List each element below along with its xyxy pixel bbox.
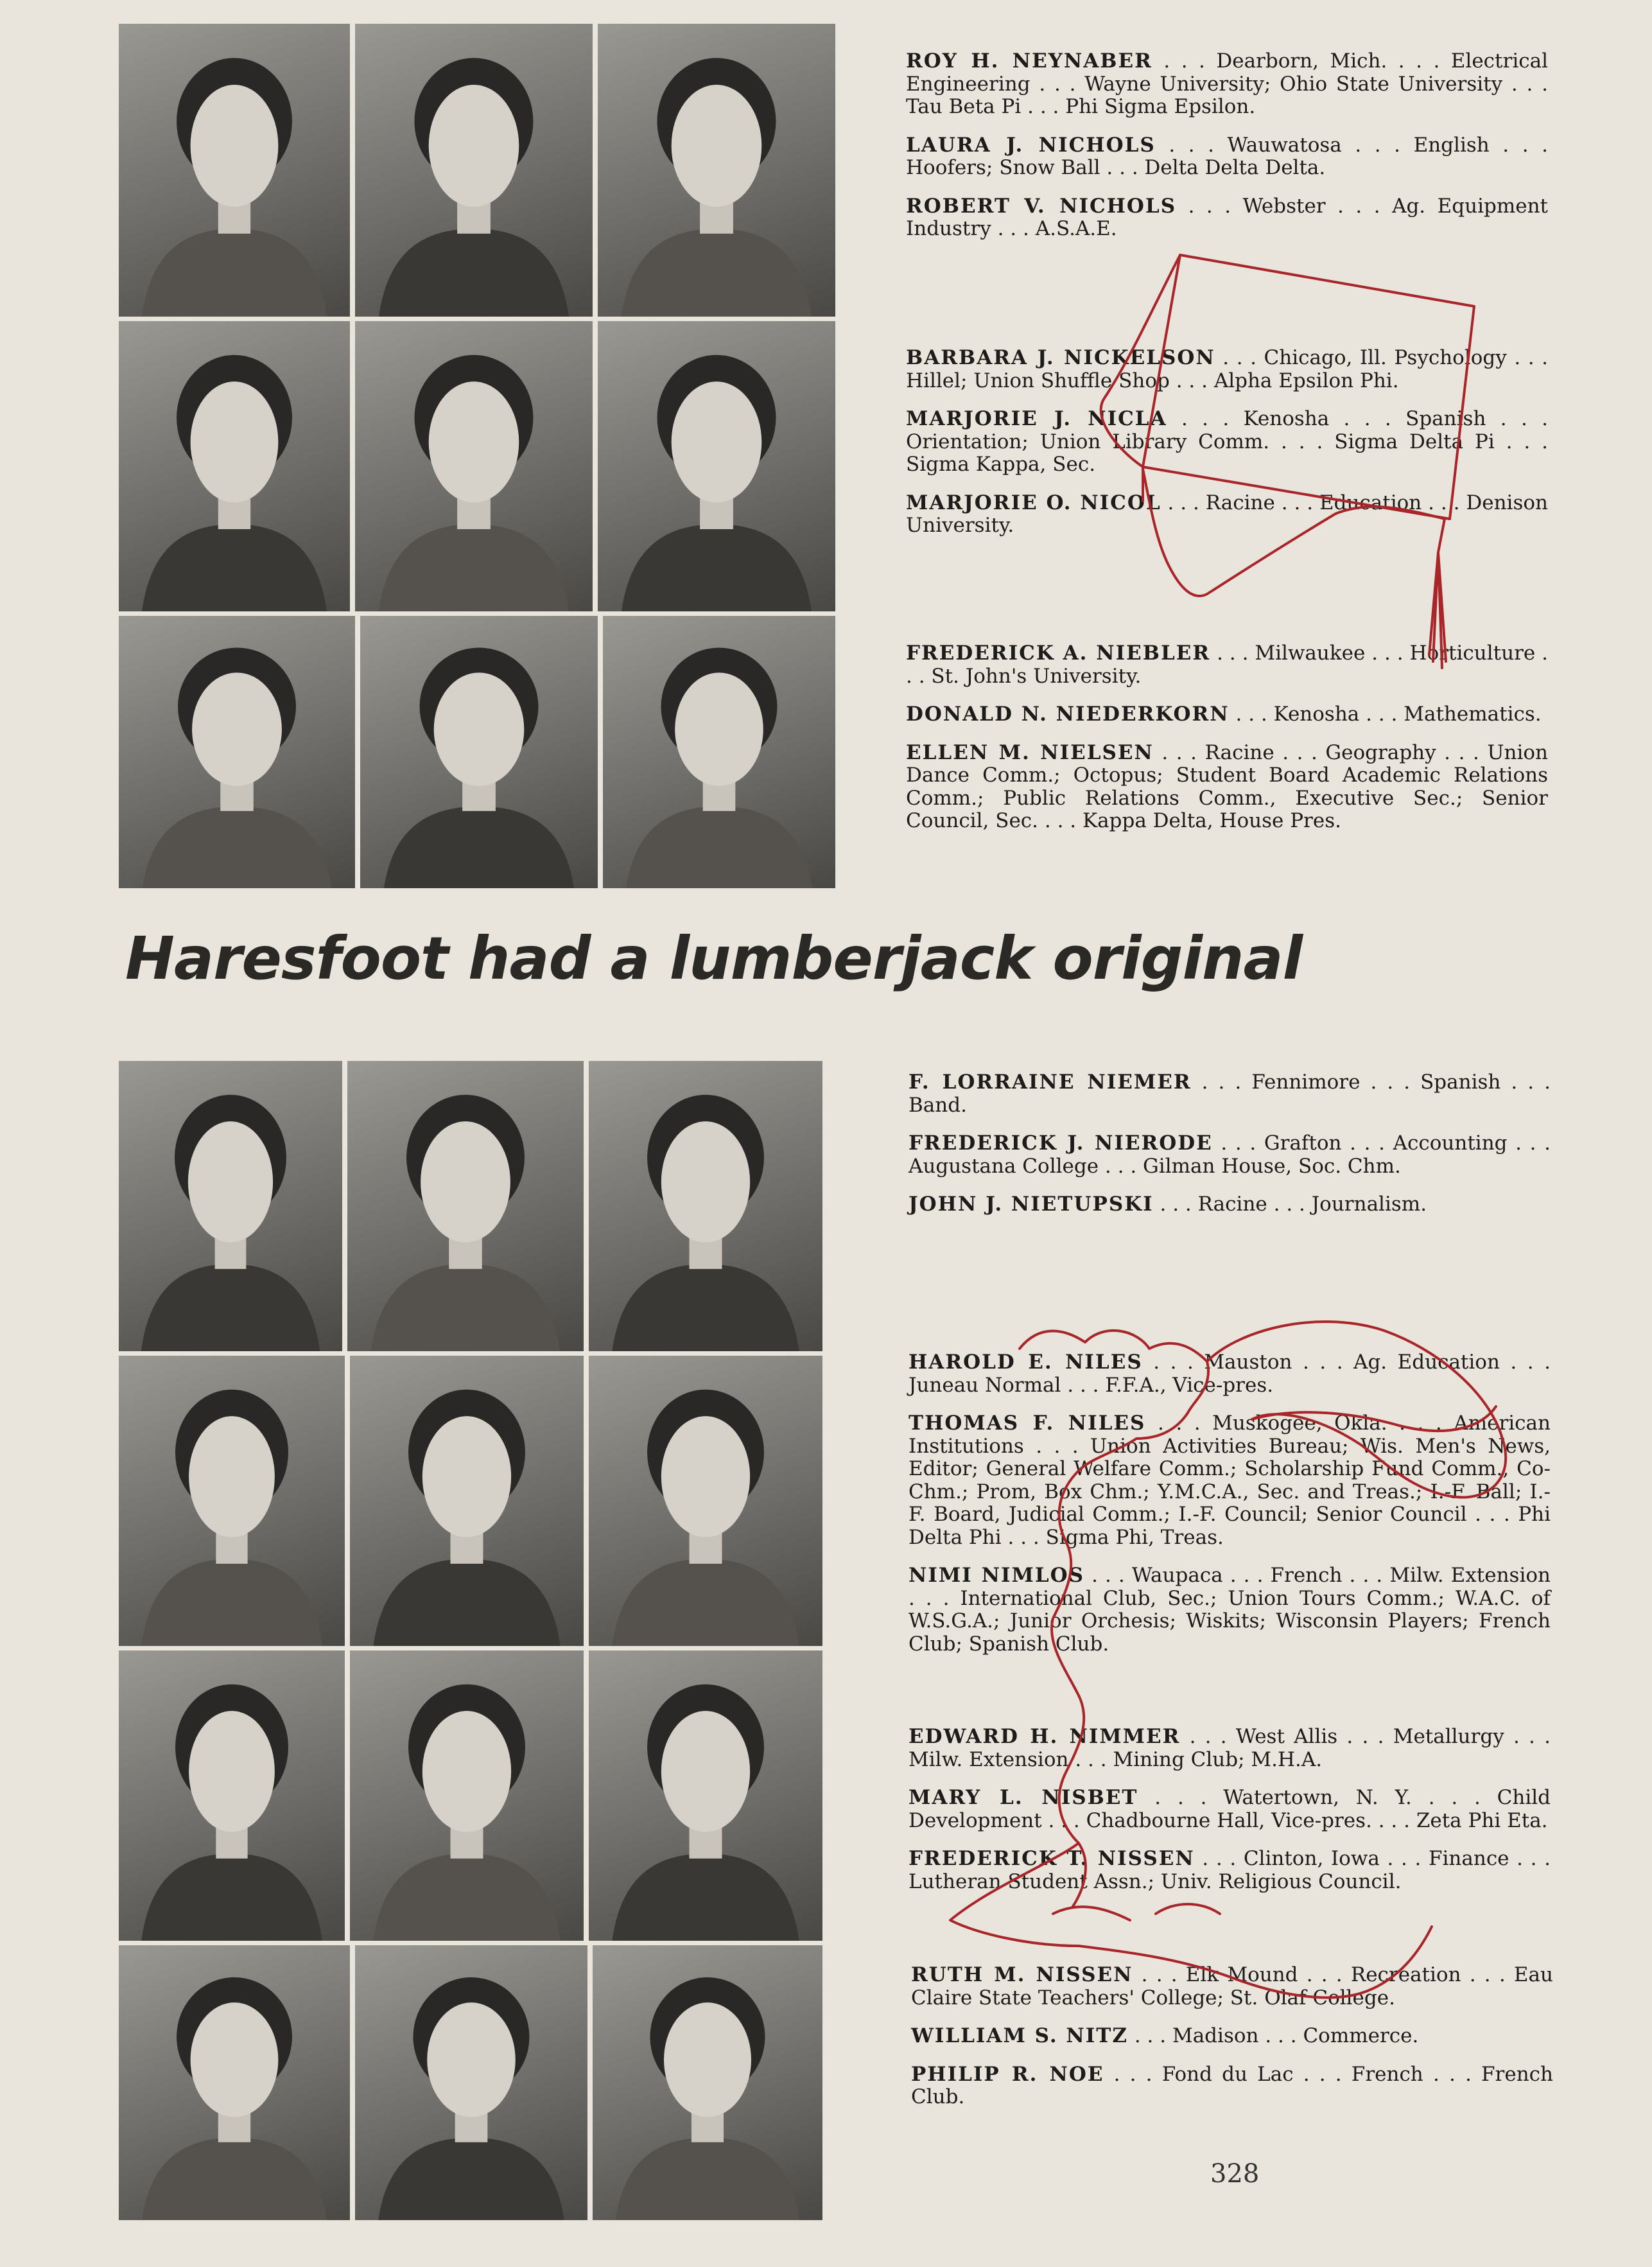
portrait-photo [350,1356,584,1646]
student-name: F. LORRAINE NIEMER [909,1071,1192,1094]
student-name: MARJORIE J. NICLA [906,407,1167,430]
student-name: MARJORIE O. NICOL [906,491,1161,514]
student-entry [906,134,1548,180]
student-details: . . . Racine . . . Geography . . . Union Dance Comm.; Octopus; Student Board Academic Relations Comm.; Public Relations Comm., Executive Sec.; Senior Council, Sec. . . . Kappa Delta, House Pres. [906,740,1548,832]
student-entry [909,1412,1551,1549]
student-details: . . . Mauston . . . Ag. Education . . . Juneau Normal . . . F.F.A., Vice-pres. [909,1351,1551,1397]
portrait-photo [119,321,350,611]
portrait-photo [598,24,835,317]
student-entry [909,1564,1551,1656]
portrait-photo [589,1650,822,1941]
portrait-photo [589,1061,822,1351]
student-details: . . . Watertown, N. Y. . . . Child Development . . . Chadbourne Hall, Vice-pres. . . . Zeta Phi Eta. [909,1786,1551,1832]
text-group-4 [909,1071,1551,1232]
student-entry [909,1351,1551,1397]
student-details: . . . Kenosha . . . Spanish . . . Orientation; Union Library Comm. . . . Sigma Delta Pi . . . Sigma Kappa, Sec. [906,407,1548,476]
student-details: . . . West Allis . . . Metallurgy . . . Milw. Extension . . . Mining Club; M.H.A. [909,1725,1551,1771]
portrait-photo [589,1356,822,1646]
student-entry [909,1848,1551,1893]
student-details: . . . Webster . . . Ag. Equipment Industry . . . A.S.A.E. [906,194,1548,240]
student-details: . . . Muskogee, Okla. . . . American Institutions . . . Union Activities Bureau; Wis. Men's News, Editor; General Welfare Comm.; Scholarship Fund Comm., Co-Chm.; Prom, Box Chm.; Y.M.C.A., Sec. and Treas.; I.-F. Ball; I.-F. Board, Judicial Comm.; I.-F. Council; Senior Council . . . Phi Delta Phi . . . Sigma Phi, Treas. [909,1412,1551,1549]
student-details: . . . Clinton, Iowa . . . Finance . . . Lutheran Student Assn.; Univ. Religious Council. [909,1847,1551,1893]
student-name: ELLEN M. NIELSEN [906,740,1154,764]
student-name: FREDERICK A. NIEBLER [906,642,1211,665]
portrait-photo [119,616,355,888]
student-details: . . . Wauwatosa . . . English . . . Hoofers; Snow Ball . . . Delta Delta Delta. [906,133,1548,179]
student-details: . . . Dearborn, Mich. . . . Electrical Engineering . . . Wayne University; Ohio State University . . . Tau Beta Pi . . . Phi Sigma Epsilon. [906,49,1548,118]
student-name: ROBERT V. NICHOLS [906,194,1177,218]
student-entry [906,703,1548,726]
portrait-photo [598,321,835,611]
student-name: HAROLD E. NILES [909,1351,1143,1374]
student-entry [906,347,1548,392]
student-name: THOMAS F. NILES [909,1412,1146,1435]
portrait-photo [119,24,350,317]
student-details: . . . Waupaca . . . French . . . Milw. Extension . . . International Club, Sec.; Union Tours Comm.; W.A.C. of W.S.G.A.; Junior Orchesis; Wiskits; Wisconsin Players; French Club; Spanish Club. [909,1564,1551,1656]
text-group-1 [906,50,1548,256]
portrait-photo [119,1650,345,1941]
headline: Haresfoot had a lumberjack original [125,924,1303,993]
student-name: BARBARA J. NICKELSON [906,346,1215,369]
top-photo-grid [119,24,838,888]
portrait-photo [603,616,835,888]
text-group-5 [909,1351,1551,1671]
student-name: NIMI NIMLOS [909,1564,1085,1587]
student-details: . . . Grafton . . . Accounting . . . Augustana College . . . Gilman House, Soc. Chm. [909,1132,1551,1178]
student-name: PHILIP R. NOE [911,2062,1104,2086]
text-group-2 [906,347,1548,553]
student-name: ROY H. NEYNABER [906,49,1152,73]
student-entry [906,195,1548,241]
student-entry [909,1193,1551,1216]
student-details: . . . Chicago, Ill. Psychology . . . Hillel; Union Shuffle Shop . . . Alpha Epsilon Phi. [906,346,1548,392]
student-entry [906,408,1548,477]
student-entry [909,1726,1551,1771]
student-entry [911,1964,1553,2009]
portrait-photo [355,321,593,611]
text-group-3 [906,642,1548,848]
portrait-photo [119,1945,350,2220]
student-name: DONALD N. NIEDERKORN [906,703,1230,726]
student-name: WILLIAM S. NITZ [911,2024,1128,2047]
student-name: MARY L. NISBET [909,1786,1138,1809]
student-details: . . . Milwaukee . . . Horticulture . . . St. John's University. [906,642,1548,688]
student-entry [906,492,1548,538]
portrait-photo [347,1061,584,1351]
student-entry [909,1071,1551,1117]
portrait-photo [355,24,593,317]
student-entry [906,642,1548,688]
student-details: . . . Elk Mound . . . Recreation . . . Eau Claire State Teachers' College; St. Olaf College. [911,1963,1553,2009]
text-group-7 [911,1964,1553,2124]
portrait-photo [360,616,598,888]
student-entry [909,1132,1551,1178]
portrait-photo [119,1356,345,1646]
student-entry [909,1787,1551,1832]
student-details: . . . Racine . . . Education . . . Denison University. [906,491,1548,537]
student-name: JOHN J. NIETUPSKI [909,1193,1154,1216]
text-group-6 [909,1726,1551,1909]
student-entry [906,742,1548,833]
student-details: . . . Fond du Lac . . . French . . . French Club. [911,2062,1553,2108]
student-name: FREDERICK J. NIERODE [909,1132,1213,1155]
student-entry [906,50,1548,119]
student-details: . . . Fennimore . . . Spanish . . . Band. [909,1071,1551,1117]
portrait-photo [355,1945,587,2220]
bottom-photo-grid [119,1061,833,2220]
student-entry [911,2025,1553,2048]
portrait-photo [119,1061,342,1351]
student-details: . . . Racine . . . Journalism. [1153,1193,1427,1216]
student-details: . . . Kenosha . . . Mathematics. [1229,703,1542,726]
student-name: RUTH M. NISSEN [911,1963,1133,1986]
page-number: 328 [1210,2159,1260,2189]
student-name: FREDERICK T. NISSEN [909,1847,1195,1870]
student-details: . . . Madison . . . Commerce. [1127,2024,1419,2047]
student-entry [911,2063,1553,2109]
student-name: EDWARD H. NIMMER [909,1725,1181,1748]
student-name: LAURA J. NICHOLS [906,133,1156,157]
portrait-photo [350,1650,584,1941]
portrait-photo [593,1945,822,2220]
